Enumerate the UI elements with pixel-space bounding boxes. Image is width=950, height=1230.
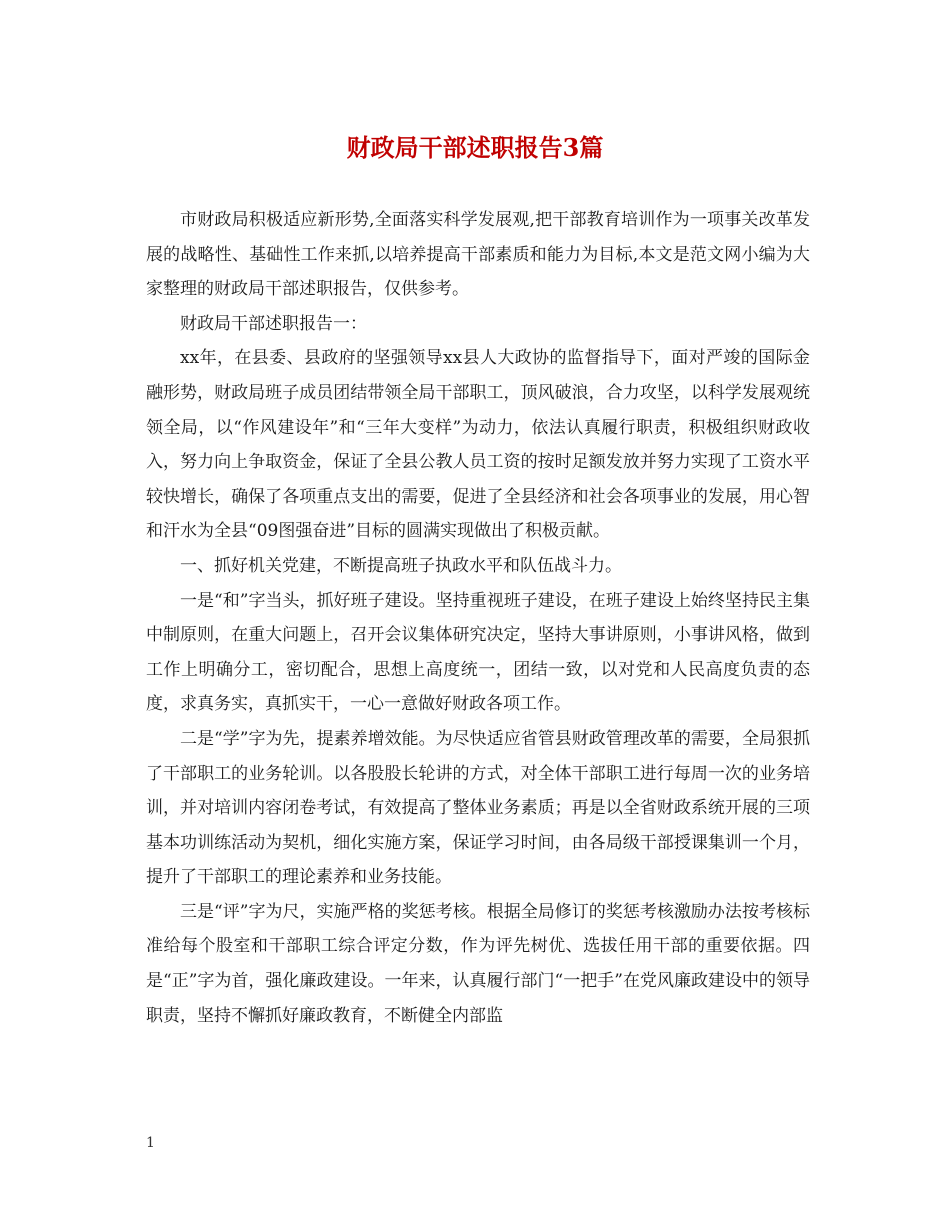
- paragraph-overview: xx年，在县委、县政府的坚强领导xx县人大政协的监督指导下，面对严竣的国际金融形势，财政局班子成员团结带领全局干部职工，顶风破浪，合力攻坚，以科学发展观统领全局，以“作风建设年”和“三年大变样”为动力，依法认真履行职责，积极组织财政收入，努力向上争取资金，保证了全县公教人员工资的按时足额发放并努力实现了工资水平较快增长，确保了各项重点支出的需要，促进了全县经济和社会各项事业的发展，用心智和汗水为全县“09图强奋进”目标的圆满实现做出了积极贡献。: [146, 348, 810, 542]
- document-title: 财政局干部述职报告3篇: [346, 133, 604, 162]
- document-body: [146, 203, 810, 1033]
- paragraph-section-heading: 一、抓好机关党建，不断提高班子执政水平和队伍战斗力。: [180, 555, 622, 576]
- paragraph-point-three: 三是“评”字为尺，实施严格的奖惩考核。根据全局修订的奖惩考核激励办法按考核标准给每个股室和干部职工综合评定分数，作为评先树优、选拔任用干部的重要依据。四是“正”字为首，强化廉政建设。一年来，认真履行部门“一把手”在党风廉政建设中的领导职责，坚持不懈抓好廉政教育，不断健全内部监: [146, 901, 810, 1026]
- paragraph-point-one: 一是“和”字当头，抓好班子建设。坚持重视班子建设，在班子建设上始终坚持民主集中制原则，在重大问题上，召开会议集体研究决定，坚持大事讲原则，小事讲风格，做到工作上明确分工，密切配合，思想上高度统一，团结一致，以对党和人民高度负责的态度，求真务实，真抓实干，一心一意做好财政各项工作。: [146, 590, 810, 715]
- paragraph-intro: 市财政局积极适应新形势,全面落实科学发展观,把干部教育培训作为一项事关改革发展的战略性、基础性工作来抓,以培养提高干部素质和能力为目标,本文是范文网小编为大家整理的财政局干部述职报告，仅供参考。: [146, 210, 810, 300]
- paragraph-report-heading: 财政局干部述职报告一：: [180, 313, 367, 334]
- page-number: 1: [146, 1135, 155, 1151]
- paragraph-point-two: 二是“学”字为先，提素养增效能。为尽快适应省管县财政管理改革的需要，全局狠抓了干部职工的业务轮训。以各股股长轮讲的方式，对全体干部职工进行每周一次的业务培训，并对培训内容闭卷考试，有效提高了整体业务素质；再是以全省财政系统开展的三项基本功训练活动为契机，细化实施方案，保证学习时间，由各局级干部授课集训一个月，提升了干部职工的理论素养和业务技能。: [146, 728, 810, 888]
